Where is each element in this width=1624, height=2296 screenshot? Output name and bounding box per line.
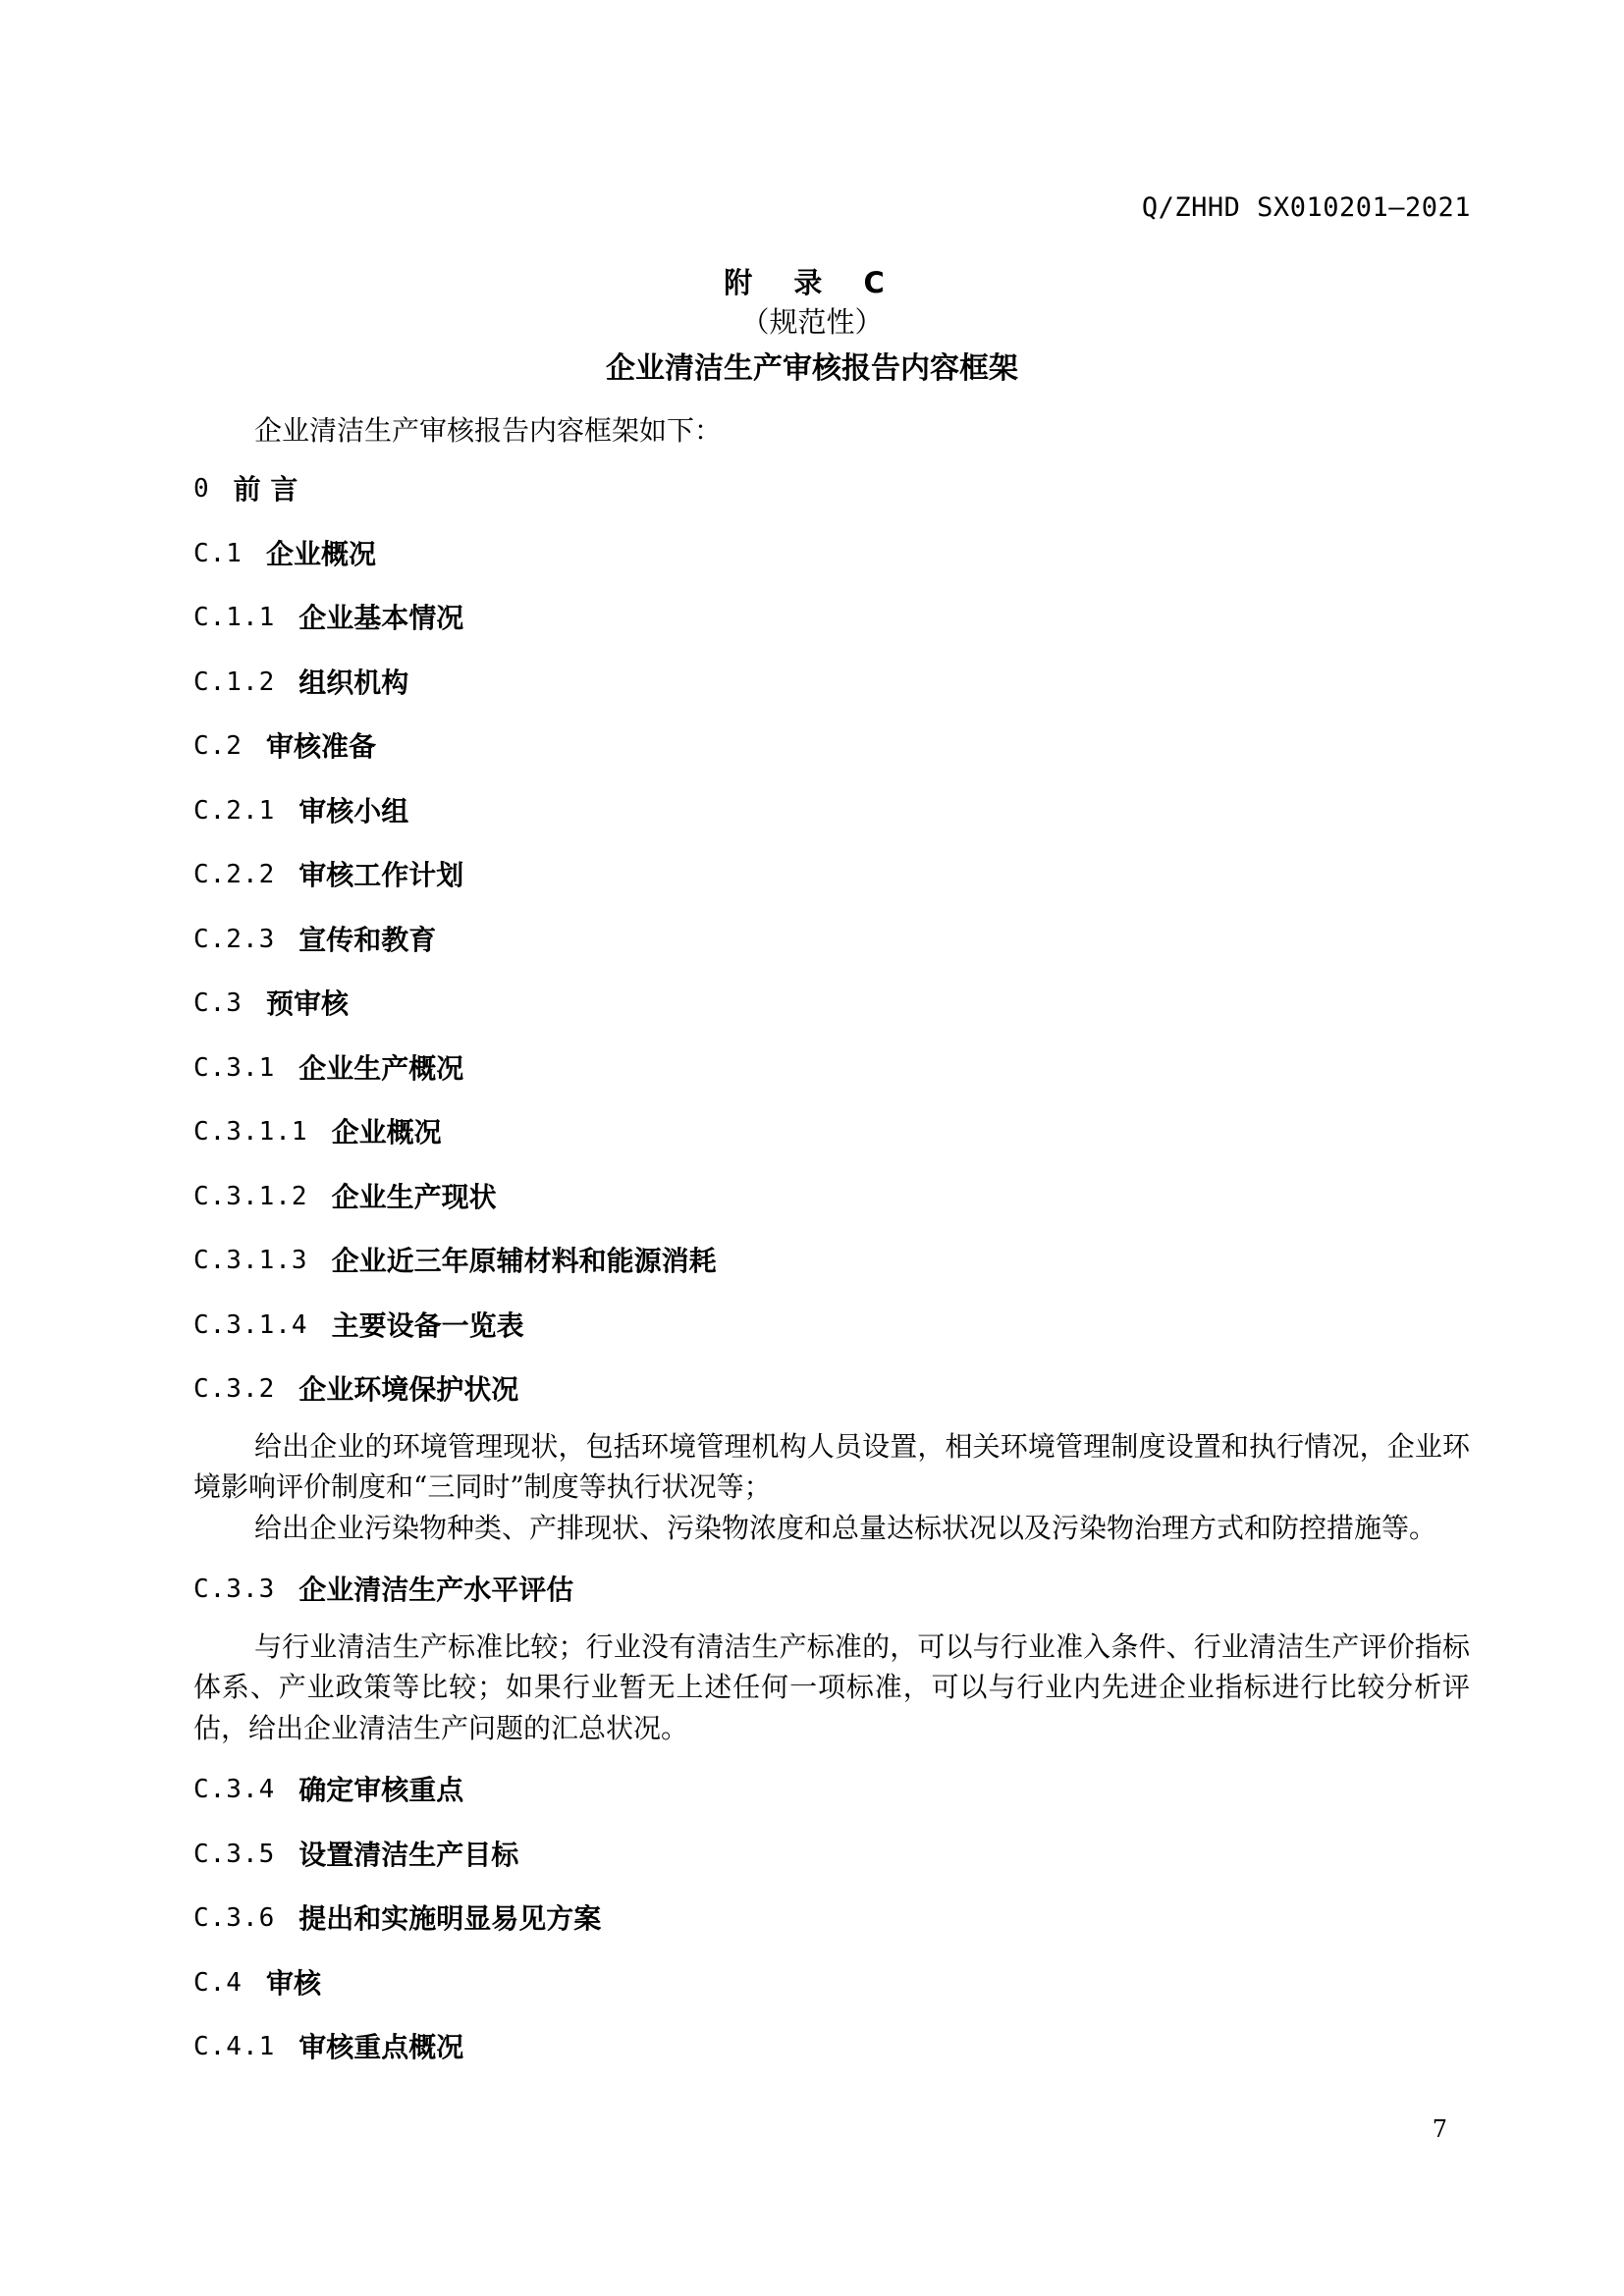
section-title: 确定审核重点: [298, 1774, 464, 1806]
section-title: 审核工作计划: [298, 859, 464, 891]
section-heading: [193, 1294, 1470, 1359]
section-heading: [193, 715, 1470, 779]
section-number: C.2: [193, 731, 243, 761]
section-heading: [193, 2015, 1470, 2080]
section-title: 企业概况: [265, 537, 376, 570]
section-title: 审核: [265, 1966, 321, 2000]
section-title: 设置清洁生产目标: [298, 1838, 519, 1871]
page-number: 7: [1432, 2115, 1447, 2143]
section-number: C.3.2: [193, 1374, 276, 1404]
section-number: C.3: [193, 988, 243, 1018]
document-body: [193, 410, 1470, 2080]
section-heading: [193, 972, 1470, 1037]
section-title: 提出和实施明显易见方案: [298, 1902, 602, 1935]
section-heading: [193, 1037, 1470, 1101]
section-number: C.3.1.4: [193, 1309, 308, 1340]
standard-code: Q/ZHHD SX010201—2021: [1141, 192, 1471, 223]
annex-title: 附 录 C: [724, 266, 900, 299]
section-heading: [193, 1758, 1470, 1823]
section-title: 主要设备一览表: [331, 1308, 524, 1342]
body-paragraph: 与行业清洁生产标准比较；行业没有清洁生产标准的，可以与行业准入条件、行业清洁生产评价指标体系、产业政策等比较；如果行业暂无上述任何一项标准，可以与行业内先进企业指标进行比较分析评估，给出企业清洁生产问题的汇总状况。: [193, 1629, 1470, 1744]
body-paragraph: 给出企业的环境管理现状，包括环境管理机构人员设置，相关环境管理制度设置和执行情况，企业环境影响评价制度和“三同时”制度等执行状况等；: [193, 1429, 1470, 1503]
section-title: 企业生产现状: [331, 1180, 497, 1213]
section-heading: [193, 1951, 1470, 2016]
section-number: C.4: [193, 1967, 243, 1998]
section-title: 企业近三年原辅材料和能源消耗: [331, 1245, 717, 1277]
section-heading: [193, 457, 1470, 522]
section-title: 企业环境保护状况: [298, 1373, 519, 1406]
section-number: C.3.1.3: [193, 1246, 308, 1275]
section-title: 企业生产概况: [298, 1051, 464, 1085]
section-number: C.3.1: [193, 1052, 276, 1083]
section-heading: [193, 1165, 1470, 1230]
section-heading: [193, 779, 1470, 844]
section-heading: [193, 522, 1470, 587]
section-number: C.2.3: [193, 924, 276, 954]
section-number: C.1.1: [193, 603, 276, 632]
section-heading: [193, 586, 1470, 651]
section-heading: [193, 908, 1470, 973]
section-number: C.3.1.1: [193, 1117, 308, 1147]
section-title: 审核小组: [298, 794, 409, 828]
section-title: 宣传和教育: [298, 923, 437, 956]
section-heading: [193, 1229, 1470, 1294]
section-title: 审核准备: [265, 730, 376, 763]
section-number: C.3.3: [193, 1575, 276, 1604]
section-number: C.3.1.2: [193, 1181, 308, 1211]
section-number: C.4.1: [193, 2032, 276, 2061]
body-paragraph: 给出企业污染物种类、产排现状、污染物浓度和总量达标状况以及污染物治理方式和防控措施等。: [254, 1511, 1437, 1544]
section-title: 预审核: [265, 988, 349, 1020]
section-number: C.3.6: [193, 1903, 276, 1933]
section-number: C.2.2: [193, 860, 276, 889]
section-number: C.3.4: [193, 1775, 276, 1804]
section-heading: [193, 651, 1470, 716]
section-title: 企业概况: [331, 1116, 442, 1148]
section-heading: [193, 1823, 1470, 1888]
section-number: C.1: [193, 538, 243, 568]
section-heading: [193, 1558, 1470, 1623]
section-number: 0: [193, 474, 210, 504]
section-title: 企业基本情况: [298, 602, 464, 634]
section-heading: [193, 1358, 1470, 1422]
section-title: 前 言: [233, 473, 298, 506]
section-title: 组织机构: [298, 666, 409, 699]
intro-text: 企业清洁生产审核报告内容框架如下：: [254, 414, 723, 447]
section-title: 审核重点概况: [298, 2031, 464, 2063]
section-title: 企业清洁生产水平评估: [298, 1574, 574, 1606]
section-heading: [193, 843, 1470, 908]
section-number: C.2.1: [193, 795, 276, 826]
section-number: C.3.5: [193, 1839, 276, 1869]
annex-type: （规范性）: [740, 305, 884, 339]
annex-name: 企业清洁生产审核报告内容框架: [606, 351, 1018, 386]
section-heading: [193, 1887, 1470, 1951]
section-number: C.1.2: [193, 667, 276, 697]
section-heading: [193, 1100, 1470, 1165]
